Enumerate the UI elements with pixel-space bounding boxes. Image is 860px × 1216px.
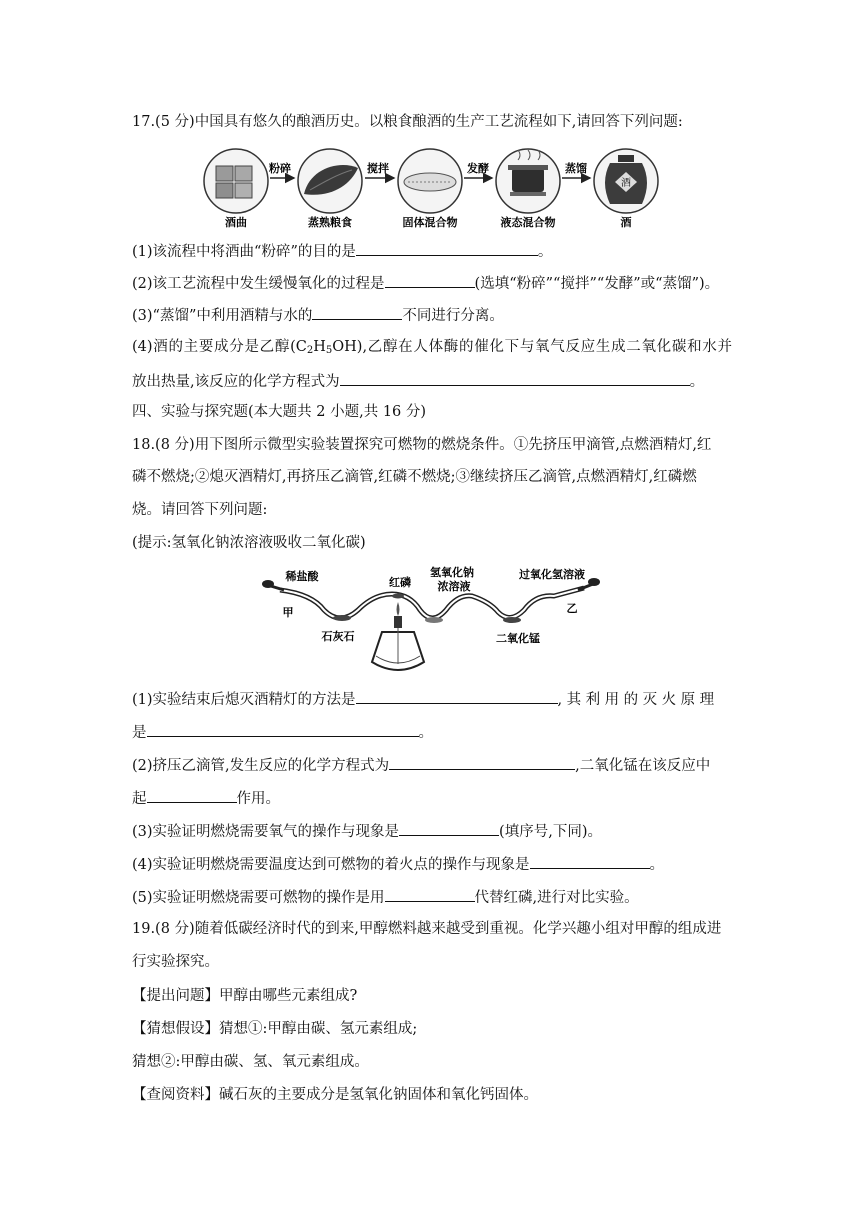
q17-stem: 17.(5 分)中国具有悠久的酿酒历史。以粮食酿酒的生产工艺流程如下,请回答下列问题: bbox=[132, 114, 683, 130]
red-phosphorus-marker bbox=[392, 594, 404, 599]
q17-p2-end: (选填“粉碎”“搅拌”“发酵”或“蒸馏”)。 bbox=[474, 276, 720, 292]
q17-p4-text-d: 放出热量,该反应的化学方程式为 bbox=[132, 374, 340, 390]
wavy-glass-tube bbox=[280, 588, 584, 618]
q18-p1-text: (1)实验结束后熄灭酒精灯的方法是 bbox=[132, 692, 356, 708]
q18-p3-blank[interactable] bbox=[399, 820, 499, 836]
q17-part4-line2 bbox=[132, 370, 732, 392]
q18-part2-line2 bbox=[132, 787, 732, 809]
q19-guess-1: 【猜想假设】猜想①:甲醇由碳、氢元素组成; bbox=[132, 1021, 418, 1037]
q17-p2-text: (2)该工艺流程中发生缓慢氧化的过程是 bbox=[132, 276, 385, 292]
q17-p2-blank[interactable] bbox=[385, 272, 475, 288]
q18-p2-end: 作用。 bbox=[236, 791, 280, 807]
q17-p1-end: 。 bbox=[537, 244, 553, 260]
q17-p4-blank[interactable] bbox=[340, 370, 690, 386]
label-naoh-line1: 氢氧化钠 bbox=[430, 566, 474, 579]
q18-part2-line1 bbox=[132, 754, 732, 776]
q18-p1-text-b: ,其利用的灭火原理 bbox=[557, 692, 719, 708]
mno2-marker bbox=[503, 617, 521, 623]
q18-p2-text: (2)挤压乙滴管,发生反应的化学方程式为 bbox=[132, 758, 390, 774]
label-naoh-line2: 浓溶液 bbox=[437, 580, 471, 593]
q17-part3 bbox=[132, 304, 732, 326]
q18-part1-line1 bbox=[132, 688, 732, 710]
naoh-solution-marker bbox=[425, 617, 443, 623]
label-red-phosphorus: 红磷 bbox=[389, 576, 411, 589]
q18-p1-blank-1[interactable] bbox=[356, 688, 558, 704]
label-limestone: 石灰石 bbox=[321, 630, 355, 643]
q17-part2 bbox=[132, 272, 732, 294]
jar-label: 酒 bbox=[621, 178, 631, 189]
q17-p3-blank[interactable] bbox=[312, 304, 402, 320]
q17-p1-text: (1)该流程中将酒曲“粉碎”的目的是 bbox=[132, 244, 356, 260]
label-h2o2: 过氧化氢溶液 bbox=[519, 568, 585, 581]
arrow-label-2: 搅拌 bbox=[367, 162, 389, 175]
q17-p4-text-a: (4)酒的主要成分是乙醇(C bbox=[132, 339, 307, 355]
q17-p4-end: 。 bbox=[689, 374, 705, 390]
arrow-label-1: 粉碎 bbox=[269, 162, 291, 175]
q18-p5-text: (5)实验证明燃烧需要可燃物的操作是用 bbox=[132, 890, 385, 906]
label-dilute-hcl: 稀盐酸 bbox=[285, 570, 319, 583]
q18-p2-text-c: 起 bbox=[132, 791, 147, 807]
label-yi: 乙 bbox=[566, 602, 578, 615]
q17-p4-sub1: 2 bbox=[306, 345, 314, 356]
step-label-1: 酒曲 bbox=[225, 216, 247, 229]
q18-part1-line2 bbox=[132, 721, 732, 743]
q18-part3 bbox=[132, 820, 732, 842]
q19-guess-2: 猜想②:甲醇由碳、氢、氧元素组成。 bbox=[132, 1054, 369, 1070]
q17-p4-text-c: OH),乙醇在人体酶的催化下与氧气反应生成二氧化碳和水并 bbox=[332, 339, 733, 355]
q18-p1-end: 。 bbox=[418, 725, 433, 741]
step-label-4: 液态混合物 bbox=[500, 216, 556, 229]
label-jia: 甲 bbox=[282, 606, 294, 619]
label-mno2: 二氧化锰 bbox=[496, 632, 540, 645]
q17-p4-sub2: 5 bbox=[325, 345, 333, 356]
q18-p5-blank[interactable] bbox=[385, 886, 475, 902]
q17-p3-text: (3)“蒸馏”中利用酒精与水的 bbox=[132, 308, 313, 324]
q18-hint: (提示:氢氧化钠浓溶液吸收二氧化碳) bbox=[132, 535, 366, 551]
dropper-jia-icon bbox=[262, 580, 284, 590]
arrow-label-3: 发酵 bbox=[467, 162, 489, 175]
q18-p2-blank-1[interactable] bbox=[389, 754, 575, 770]
q19-reference-info: 【查阅资料】碱石灰的主要成分是氢氧化钠固体和氧化钙固体。 bbox=[132, 1087, 538, 1103]
brewing-flow-diagram bbox=[200, 138, 660, 232]
step-label-5: 酒 bbox=[620, 216, 632, 229]
solid-mixture-icon bbox=[404, 173, 456, 191]
q18-p1-blank-2[interactable] bbox=[147, 721, 419, 737]
q19-stem-line2: 行实验探究。 bbox=[132, 954, 219, 970]
arrow-label-4: 蒸馏 bbox=[565, 162, 587, 175]
q19-stem-line1: 19.(8 分)随着低碳经济时代的到来,甲醇燃料越来越受到重视。化学兴趣小组对甲醇的组成进 bbox=[132, 921, 722, 937]
q18-part4 bbox=[132, 853, 732, 875]
alcohol-lamp-icon bbox=[372, 602, 424, 670]
q18-p4-end: 。 bbox=[649, 857, 665, 873]
q18-stem-line3: 烧。请回答下列问题: bbox=[132, 502, 268, 518]
q18-p5-end: 代替红磷,进行对比实验。 bbox=[474, 890, 639, 906]
q19-question: 【提出问题】甲醇由哪些元素组成? bbox=[132, 988, 358, 1004]
q17-p1-blank[interactable] bbox=[356, 240, 538, 256]
q17-part4-line1 bbox=[132, 337, 732, 357]
q18-p3-text: (3)实验证明燃烧需要氧气的操作与现象是 bbox=[132, 824, 400, 840]
step-label-3: 固体混合物 bbox=[402, 216, 458, 229]
q18-p4-blank[interactable] bbox=[530, 853, 650, 869]
q18-p1-text-c: 是 bbox=[132, 725, 147, 741]
q18-p2-blank-2[interactable] bbox=[147, 787, 237, 803]
q18-p2-text-b: ,二氧化锰在该反应中 bbox=[575, 758, 711, 774]
q18-stem-line1: 18.(8 分)用下图所示微型实验装置探究可燃物的燃烧条件。①先挤压甲滴管,点燃酒精灯,红 bbox=[132, 437, 712, 453]
q17-part1 bbox=[132, 240, 732, 262]
q18-p4-text: (4)实验证明燃烧需要温度达到可燃物的着火点的操作与现象是 bbox=[132, 857, 530, 873]
q17-p4-text-b: H bbox=[313, 339, 326, 355]
q17-p3-end: 不同进行分离。 bbox=[402, 308, 504, 324]
q18-part5 bbox=[132, 886, 732, 908]
step-label-2: 蒸熟粮食 bbox=[308, 216, 352, 229]
section-heading: 四、实验与探究题(本大题共 2 小题,共 16 分) bbox=[132, 404, 427, 420]
limestone-marker bbox=[333, 615, 351, 621]
q18-p3-end: (填序号,下同)。 bbox=[499, 824, 602, 840]
combustion-apparatus-diagram bbox=[262, 566, 602, 684]
q18-stem-line2: 磷不燃烧;②熄灭酒精灯,再挤压乙滴管,红磷不燃烧;③继续挤压乙滴管,点燃酒精灯,红磷燃 bbox=[132, 469, 697, 485]
